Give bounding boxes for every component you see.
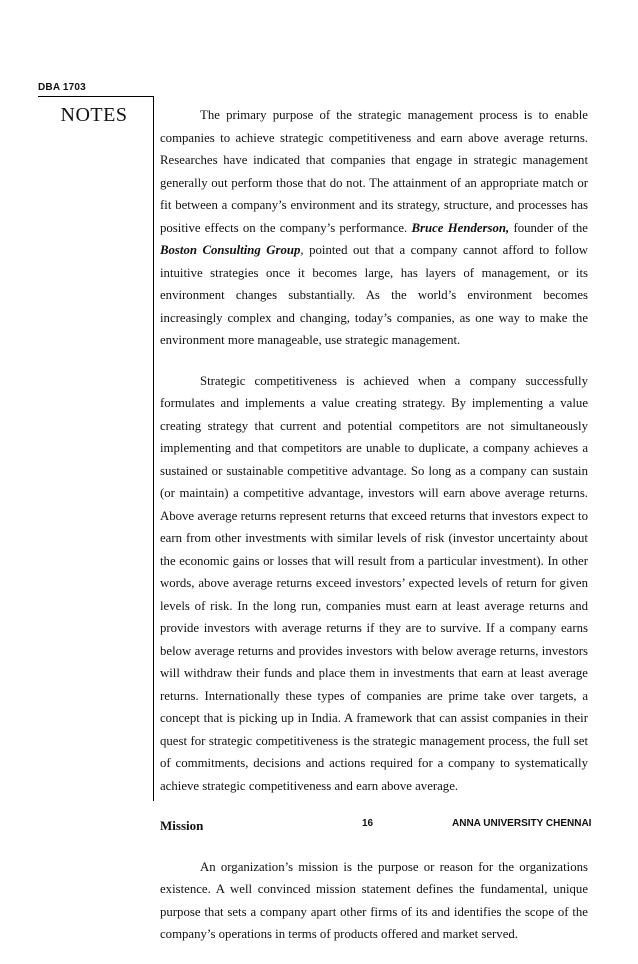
paragraph-3: An organization’s mission is the purpose or reason for the organizations existence. A well convinced mission statement defines the fundamental, unique purpose that sets a company apart other firms of its and identifies the scope of the company’s operations in terms of products offered and market served. — [160, 859, 588, 941]
organization-name: Boston Consulting Group — [160, 243, 301, 257]
margin-divider — [153, 96, 154, 801]
page-number: 16 — [362, 818, 374, 829]
paragraph-1-text-c: , pointed out that a company cannot afford to follow intuitive strategies once it becomes large, has layers of management, or its environment changes substantially. As the world’s environment becomes increasingly complex and changing, today’s companies, as one way to make the environment more manageable, use strategic management. — [160, 243, 588, 347]
section-heading: Mission — [160, 818, 204, 833]
course-code: DBA 1703 — [38, 82, 86, 93]
paragraph-1-text-b: founder of the — [509, 220, 588, 235]
page-body — [160, 104, 588, 964]
header-rule — [38, 96, 154, 97]
person-name: Bruce Henderson, — [411, 220, 510, 235]
paragraph-1 — [160, 104, 588, 352]
university-name: ANNA UNIVERSITY CHENNAI — [452, 818, 592, 829]
paragraph-1-text-a: The primary purpose of the strategic management process is to enable companies to achieve strategic competitiveness and earn above average returns. Researches have indicated that companies that engage in strategic management generally out perform those that do not. The attainment of an appropriate match or fit between a company’s environment and its strategy, structure, and processes has positive effects on the company’s performance. — [160, 108, 588, 235]
paragraph-2: Strategic competitiveness is achieved when a company successfully formulates and implements a value creating strategy. By implementing a value creating strategy that current and potential competitors are not simultaneously implementing and that competitors are unable to duplicate, a company achieves a sustained or sustainable competitive advantage. So long as a company can sustain (or maintain) a competitive advantage, investors will earn above average returns. Above average returns represent returns that exceed returns that investors expect to earn from other investments with similar levels of risk (investor uncertainty about the economic gains or losses that will result from a particular investment). In other words, above average returns exceed investors’ expected levels of return for given levels of risk. In the long run, companies must earn at least average returns and provide investors with average returns if they are to survive. If a company earns below average returns and provides investors with below average returns, investors will withdraw their funds and place them in investments that earn at least average returns. Internationally these types of companies are prime take over targets, a concept that is picking up in India. A framework that can assist companies in their quest for strategic competitiveness is the strategic management process, the full set of commitments, decisions and actions required for a company to systematically achieve strategic competitiveness and earn above average. — [160, 373, 588, 793]
notes-label: NOTES — [60, 104, 128, 126]
